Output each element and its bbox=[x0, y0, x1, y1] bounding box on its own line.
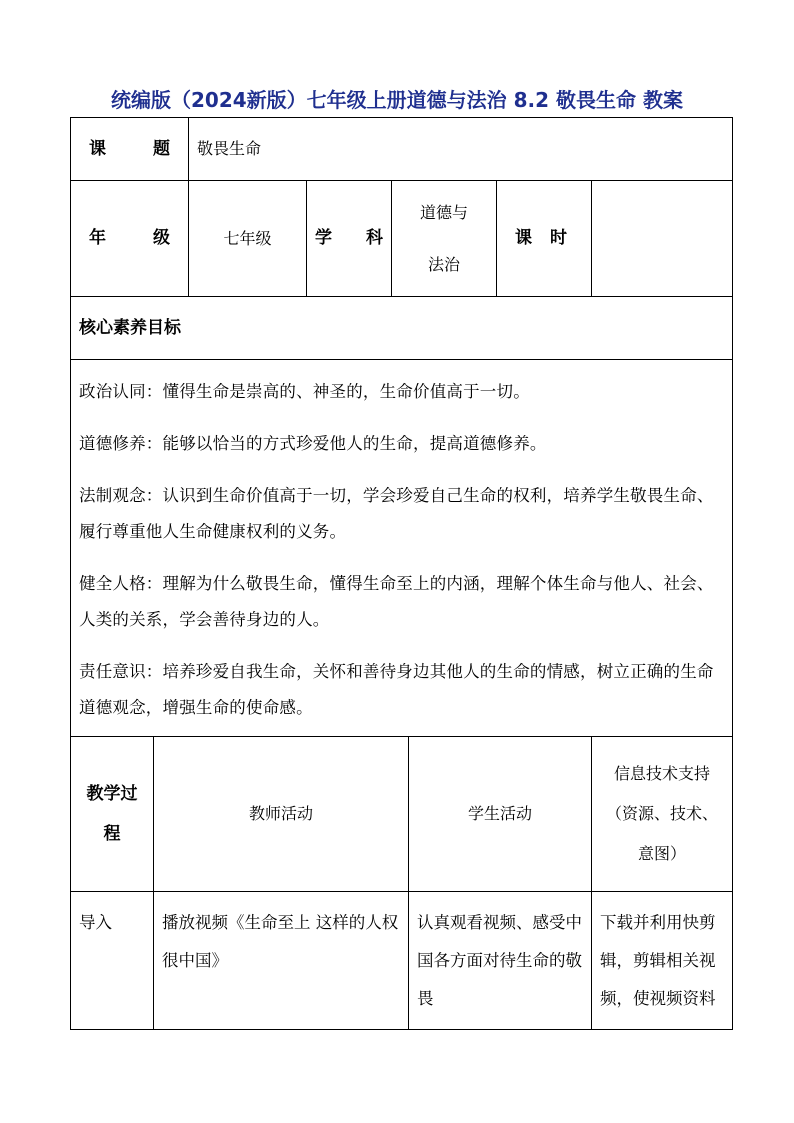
subject-value-cell bbox=[392, 181, 497, 297]
tech-support-header-line-3: 意图） bbox=[638, 844, 687, 863]
goal-legal-awareness: 法制观念：认识到生命价值高于一切，学会珍爱自己生命的权利，培养学生敬畏生命、履行尊重他人生命健康权利的义务。 bbox=[79, 486, 714, 541]
info-row bbox=[71, 181, 733, 297]
document-title: 统编版（2024新版）七年级上册道德与法治 8.2 敬畏生命 教案 bbox=[111, 88, 683, 112]
student-activity-header: 学生活动 bbox=[409, 737, 592, 892]
teacher-activity: 播放视频《生命至上 这样的人权很中国》 bbox=[154, 892, 409, 1030]
process-stage-header-line-2: 程 bbox=[103, 824, 121, 844]
topic-label-cell bbox=[71, 118, 189, 181]
student-activity: 认真观看视频、感受中国各方面对待生命的敬畏 bbox=[409, 892, 592, 1030]
topic-row bbox=[71, 118, 733, 181]
teacher-activity-header: 教师活动 bbox=[154, 737, 409, 892]
core-goals-cell bbox=[71, 360, 733, 737]
period-label-cell bbox=[497, 181, 592, 297]
goal-responsibility: 责任意识：培养珍爱自我生命，关怀和善待身边其他人的生命的情感，树立正确的生命道德观念，增强生命的使命感。 bbox=[79, 662, 714, 717]
grade-label-cell bbox=[71, 181, 189, 297]
core-heading-row bbox=[71, 297, 733, 360]
lesson-plan-table bbox=[70, 117, 733, 1030]
goal-moral-cultivation: 道德修养：能够以恰当的方式珍爱他人的生命，提高道德修养。 bbox=[79, 434, 547, 453]
process-header-row bbox=[71, 737, 733, 892]
tech-support-header-line-1: 信息技术支持 bbox=[614, 764, 711, 783]
process-stage: 导入 bbox=[71, 892, 154, 1030]
period-label-char-2: 时 bbox=[550, 228, 567, 249]
goal-sound-personality: 健全人格：理解为什么敬畏生命，懂得生命至上的内涵，理解个体生命与他人、社会、人类的关系，学会善待身边的人。 bbox=[79, 574, 714, 629]
grade-label-char-2: 级 bbox=[153, 228, 170, 249]
process-stage-header-line-1: 教学过 bbox=[86, 784, 138, 804]
core-goals-heading: 核心素养目标 bbox=[71, 297, 733, 360]
goal-political-identity: 政治认同：懂得生命是崇高的、神圣的，生命价值高于一切。 bbox=[79, 382, 530, 401]
tech-support-header bbox=[592, 737, 733, 892]
tech-support-header-line-2: （资源、技术、 bbox=[606, 804, 719, 823]
topic-value: 敬畏生命 bbox=[189, 118, 733, 181]
subject-label-cell bbox=[307, 181, 392, 297]
core-goals-row bbox=[71, 360, 733, 737]
table-row bbox=[71, 892, 733, 1030]
period-value bbox=[592, 181, 733, 297]
lesson-plan-table-wrapper bbox=[70, 117, 732, 1030]
grade-value: 七年级 bbox=[189, 181, 307, 297]
topic-label-char-2: 题 bbox=[153, 138, 170, 159]
topic-label-char-1: 课 bbox=[89, 138, 106, 159]
period-label-char-1: 课 bbox=[515, 228, 532, 249]
process-stage-header bbox=[71, 737, 154, 892]
tech-support: 下载并利用快剪辑，剪辑相关视频，使视频资料 bbox=[592, 892, 733, 1030]
grade-label-char-1: 年 bbox=[89, 228, 106, 249]
subject-label-char-1: 学 bbox=[315, 228, 332, 249]
subject-value-line-1: 道德与 bbox=[419, 202, 468, 222]
subject-label-char-2: 科 bbox=[366, 228, 383, 249]
subject-value-line-2: 法治 bbox=[427, 254, 460, 274]
